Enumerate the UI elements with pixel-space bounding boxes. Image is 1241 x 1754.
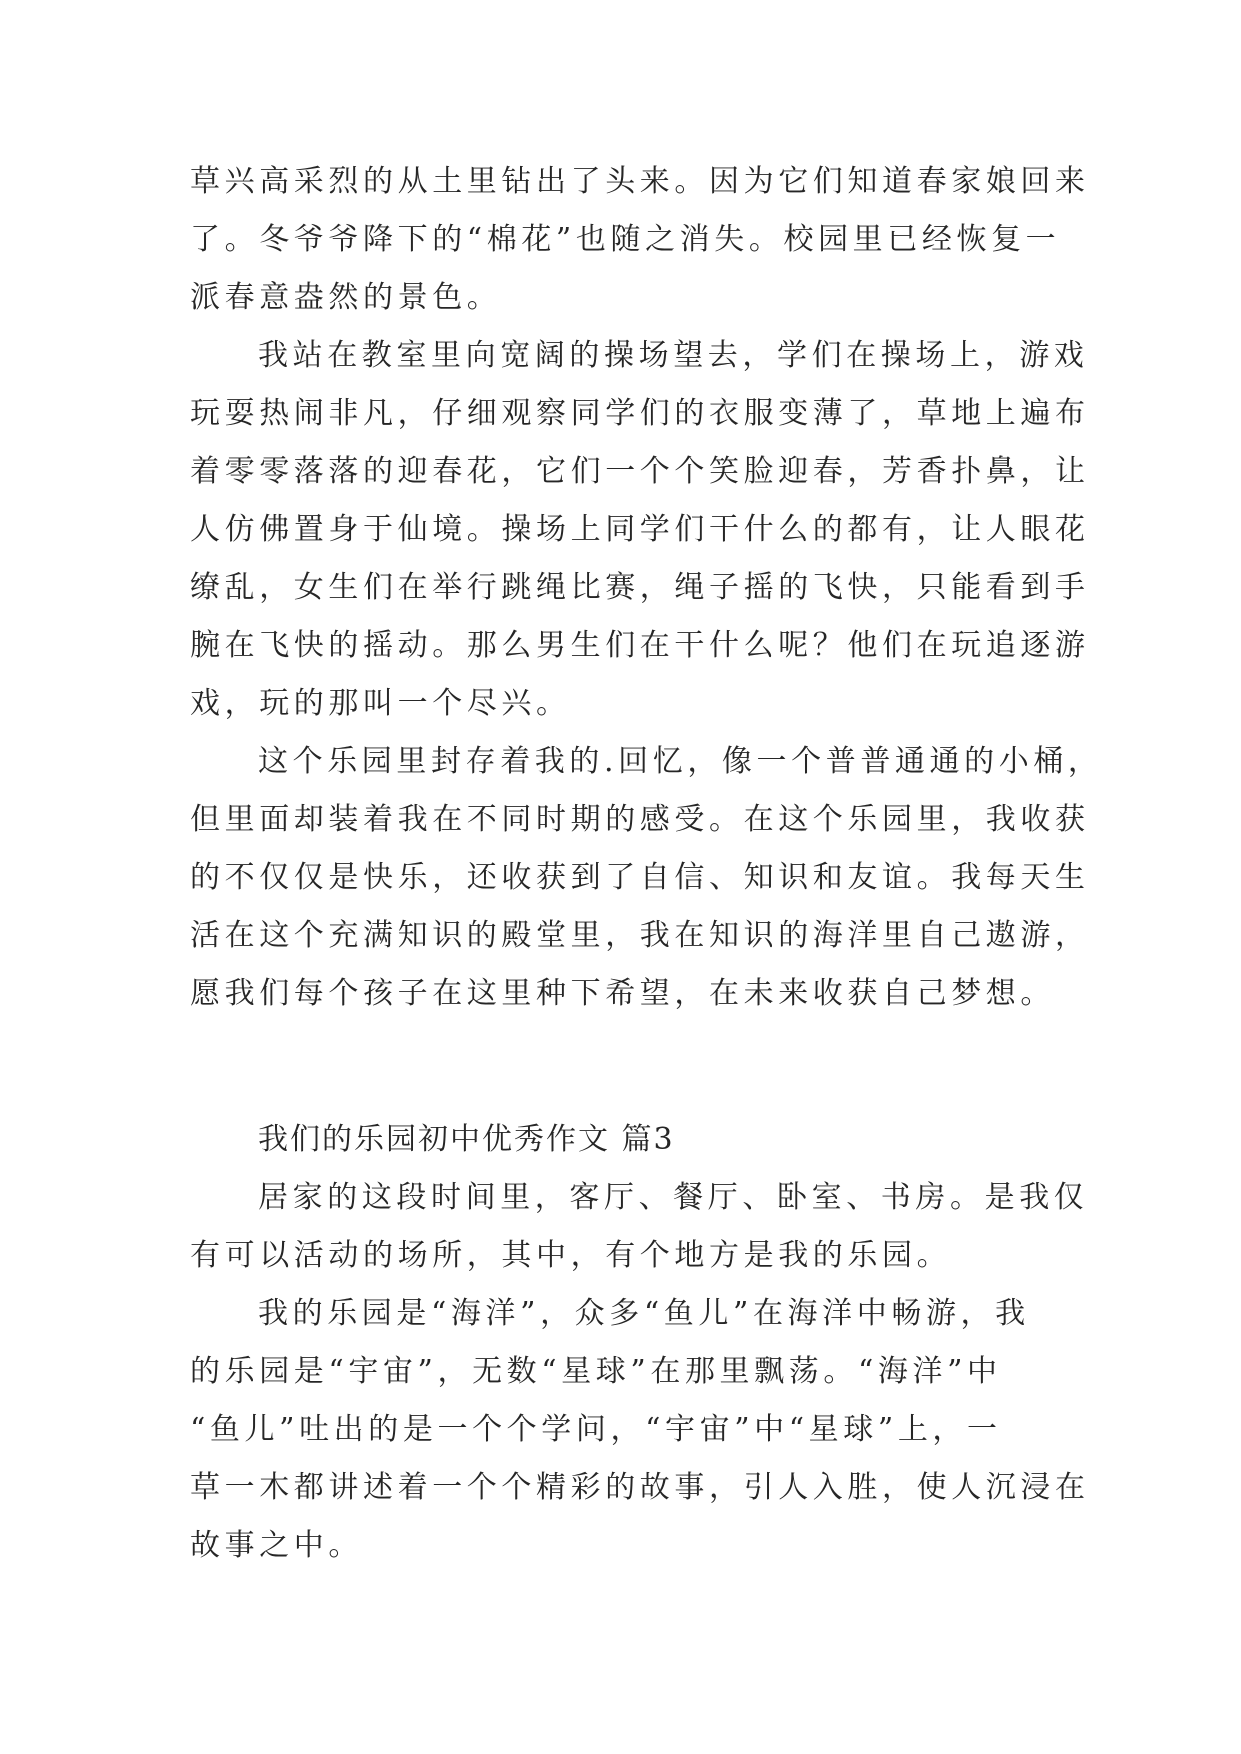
text-line: 派春意盎然的景色。 bbox=[190, 280, 502, 315]
paragraph-1 bbox=[190, 153, 1090, 327]
paragraph-3 bbox=[190, 733, 1103, 1023]
paragraph-5 bbox=[190, 1285, 1090, 1575]
text-line: 愿我们每个孩子在这里种下希望，在未来收获自己梦想。 bbox=[190, 976, 1055, 1011]
text-line: 腕在飞快的摇动。那么男生们在干什么呢？他们在玩追逐游 bbox=[190, 628, 1090, 663]
section-heading: 我们的乐园初中优秀作文 篇3 bbox=[258, 1122, 675, 1157]
text-line: 草兴高采烈的从土里钻出了头来。因为它们知道春家娘回来 bbox=[190, 164, 1090, 199]
paragraph-4 bbox=[190, 1169, 1089, 1285]
text-line: “鱼儿”吐出的是一个个学问，“宇宙”中“星球”上，一 bbox=[190, 1412, 1002, 1447]
paragraph-2 bbox=[190, 327, 1090, 733]
text-line: 玩耍热闹非凡，仔细观察同学们的衣服变薄了，草地上遍布 bbox=[190, 396, 1090, 431]
text-line: 缭乱，女生们在举行跳绳比赛，绳子摇的飞快，只能看到手 bbox=[190, 570, 1090, 605]
text-line: 草一木都讲述着一个个精彩的故事，引人入胜，使人沉浸在 bbox=[190, 1470, 1090, 1505]
text-line: 居家的这段时间里，客厅、餐厅、卧室、书房。是我仅 bbox=[258, 1180, 1089, 1215]
text-line: 这个乐园里封存着我的.回忆，像一个普普通通的小桶， bbox=[258, 744, 1103, 779]
text-line: 我的乐园是“海洋”，众多“鱼儿”在海洋中畅游，我 bbox=[258, 1296, 1030, 1331]
text-line: 的不仅仅是快乐，还收获到了自信、知识和友谊。我每天生 bbox=[190, 860, 1090, 895]
text-line: 但里面却装着我在不同时期的感受。在这个乐园里，我收获 bbox=[190, 802, 1090, 837]
text-line: 着零零落落的迎春花，它们一个个笑脸迎春，芳香扑鼻，让 bbox=[190, 454, 1090, 489]
section-gap bbox=[190, 1023, 1070, 1111]
text-line: 我站在教室里向宽阔的操场望去，学们在操场上，游戏 bbox=[258, 338, 1089, 373]
text-line: 有可以活动的场所，其中，有个地方是我的乐园。 bbox=[190, 1238, 952, 1273]
document-body bbox=[190, 153, 1103, 1575]
text-line: 故事之中。 bbox=[190, 1528, 363, 1563]
text-line: 人仿佛置身于仙境。操场上同学们干什么的都有，让人眼花 bbox=[190, 512, 1090, 547]
text-line: 了。冬爷爷降下的“棉花”也随之消失。校园里已经恢复一 bbox=[190, 222, 1061, 257]
text-line: 的乐园是“宇宙”，无数“星球”在那里飘荡。“海洋”中 bbox=[190, 1354, 1002, 1389]
text-line: 活在这个充满知识的殿堂里，我在知识的海洋里自己遨游， bbox=[190, 918, 1090, 953]
text-line: 戏，玩的那叫一个尽兴。 bbox=[190, 686, 571, 721]
